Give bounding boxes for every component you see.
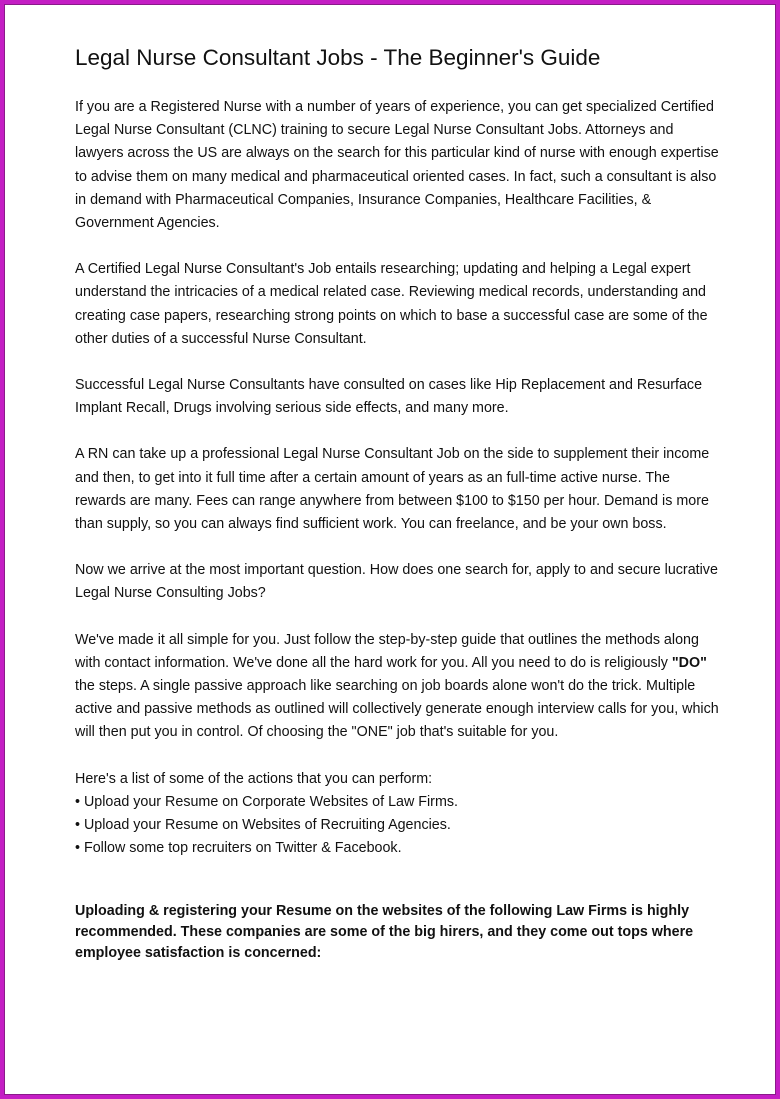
paragraph-job-description: A Certified Legal Nurse Consultant's Job entails researching; updating and helping a Legal expert understand the intricacies of a medical related case. Reviewing medical records, understanding and creating case papers, researching strong points on which to base a successful case are some of the other duties of a successful Nurse Consultant.: [75, 261, 708, 347]
paragraph-guide: [75, 629, 720, 745]
action-list: [75, 791, 720, 861]
list-item: • Upload your Resume on Websites of Recruiting Agencies.: [75, 817, 451, 834]
list-item: • Follow some top recruiters on Twitter & Facebook.: [75, 840, 402, 857]
list-intro: Here's a list of some of the actions that you can perform:: [75, 770, 433, 787]
paragraph-intro: If you are a Registered Nurse with a number of years of experience, you can get specialized Certified Legal Nurse Consultant (CLNC) training to secure Legal Nurse Consultant Jobs. Attorneys and lawyers across the US are always on the search for this particular kind of nurse with enough expertise to advise them on many medical and pharmaceutical oriented cases. In fact, such a consultant is also in demand with Pharmaceutical Companies, Insurance Companies, Healthcare Facilities, & Government Agencies.: [75, 99, 719, 232]
document-body: [75, 44, 720, 963]
guide-text-before: We've made it all simple for you. Just follow the step-by-step guide that outlines the methods along with contact information. We've done all the hard work for you. All you need to do is religiously: [75, 631, 699, 671]
page-title: Legal Nurse Consultant Jobs - The Beginner's Guide: [75, 45, 601, 70]
paragraph-question: Now we arrive at the most important question. How does one search for, apply to and secure lucrative Legal Nurse Consulting Jobs?: [75, 562, 718, 602]
list-item: • Upload your Resume on Corporate Websites of Law Firms.: [75, 793, 458, 810]
paragraph-rewards: A RN can take up a professional Legal Nurse Consultant Job on the side to supplement their income and then, to get into it full time after a certain amount of years as an full-time active nurse. The rewards are many. Fees can range anywhere from between $100 to $150 per hour. Demand is more than supply, so you can always find sufficient work. You can freelance, and be your own boss.: [75, 446, 710, 533]
closing-recommendation: Uploading & registering your Resume on the websites of the following Law Firms is highly recommended. These companies are some of the big hirers, and they come out tops where employee satisfaction is concerned:: [75, 903, 694, 961]
paragraph-cases: Successful Legal Nurse Consultants have consulted on cases like Hip Replacement and Resurface Implant Recall, Drugs involving serious side effects, and many more.: [75, 377, 703, 417]
guide-text-after: the steps. A single passive approach like searching on job boards alone won't do the trick. Multiple active and passive methods as outlined will collectively generate enough interview calls for you, which will then put you in control. Of choosing the "ONE" job that's suitable for you.: [75, 678, 719, 741]
guide-emphasis: "DO": [671, 654, 707, 671]
